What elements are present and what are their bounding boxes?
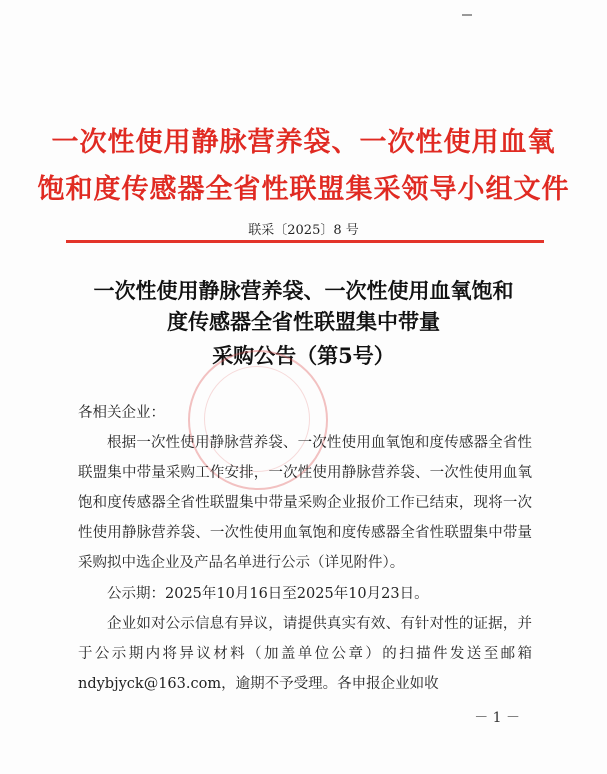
header-title-line2: 饱和度传感器全省性联盟集采领导小组文件	[37, 174, 570, 205]
header-title-line1: 一次性使用静脉营养袋、一次性使用血氧	[51, 127, 556, 158]
body-paragraph-2: 企业如对公示信息有异议，请提供真实有效、有针对性的证据，并于公示期内将异议材料（加盖单位公章）的扫描件发送至邮箱ndybjyck@163.com，逾期不予受理。各申报企业如收	[78, 616, 532, 692]
subject-line2: 度传感器全省性联盟集中带量	[167, 309, 440, 334]
subject-line1: 一次性使用静脉营养袋、一次性使用血氧饱和	[93, 278, 514, 303]
subject-line3: 采购公告（第5号）	[212, 343, 395, 368]
page-number: － 1 －	[474, 710, 520, 726]
red-divider	[66, 240, 544, 243]
salutation: 各相关企业：	[78, 405, 165, 421]
scan-mark	[462, 14, 472, 16]
document-number: 联采〔2025〕8 号	[248, 223, 359, 238]
publicity-period: 公示期：2025年10月16日至2025年10月23日。	[107, 586, 429, 602]
body-paragraph-1: 根据一次性使用静脉营养袋、一次性使用血氧饱和度传感器全省性联盟集中带量采购工作安排，一次性使用静脉营养袋、一次性使用血氧饱和度传感器全省性联盟集中带量采购企业报价工作已结束，现将一次性使用静脉营养袋、一次性使用血氧饱和度传感器全省性联盟集中带量采购拟中选企业及产品名单进行公示（详见附件）。	[78, 435, 532, 571]
